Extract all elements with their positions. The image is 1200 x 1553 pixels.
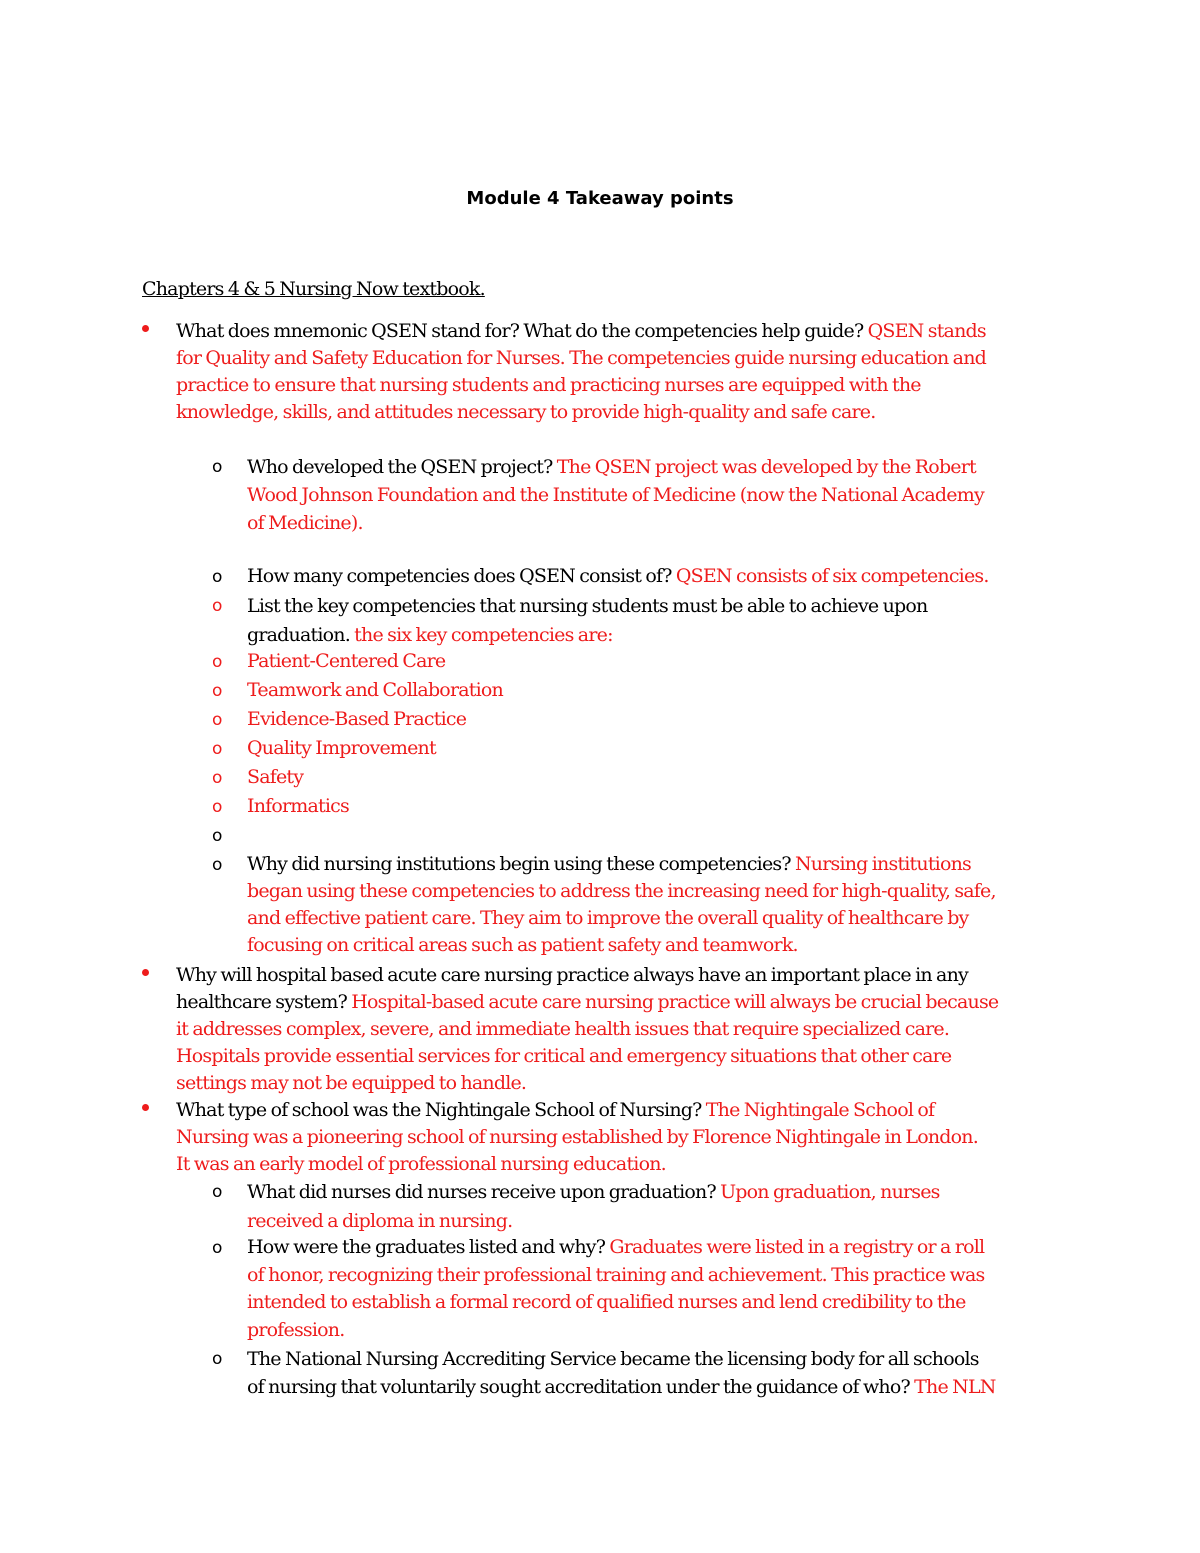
sub-bullet-icon: o <box>212 1182 223 1202</box>
sub-bullet-icon: o <box>212 681 223 701</box>
answer-text: settings may not be equipped to handle. <box>176 1072 527 1094</box>
answer-text: Graduates were listed in a registry or a roll <box>609 1236 985 1258</box>
answer-text: Hospital-based acute care nursing practice will always be crucial because <box>351 991 999 1013</box>
question-text: How many competencies does QSEN consist of? <box>247 565 676 587</box>
question-text: of nursing that voluntarily sought accreditation under the guidance of who? <box>247 1376 915 1398</box>
question-graduation <box>247 1178 940 1236</box>
answer-text: QSEN stands <box>867 320 986 342</box>
competency-item: Evidence-Based Practice <box>247 708 467 730</box>
question-qsen-meaning <box>176 318 986 426</box>
answer-text: the six key competencies are: <box>354 624 613 646</box>
question-text: graduation. <box>247 624 355 646</box>
answer-text: The NLN <box>914 1376 996 1398</box>
question-key-competencies <box>247 592 927 650</box>
competency-item: Informatics <box>247 795 349 817</box>
question-qsen-developer <box>247 453 984 537</box>
answer-text: and effective patient care. They aim to improve the overall quality of healthcare by <box>247 907 969 929</box>
answer-text: Wood Johnson Foundation and the Institute of Medicine (now the National Academy <box>247 484 984 506</box>
question-hospital-acute-care <box>176 962 998 1097</box>
sub-bullet-icon: o <box>212 768 223 788</box>
question-text: What does mnemonic QSEN stand for? What do the competencies help guide? <box>176 320 868 342</box>
sub-bullet-icon: o <box>212 710 223 730</box>
answer-text: The Nightingale School of <box>705 1099 935 1121</box>
answer-text: received a diploma in nursing. <box>247 1210 513 1232</box>
sub-bullet-icon: o <box>212 596 223 616</box>
answer-text: Nursing institutions <box>794 853 971 875</box>
answer-text: for Quality and Safety Education for Nurses. The competencies guide nursing education and <box>176 347 986 369</box>
sub-bullet-icon: o <box>212 567 223 587</box>
sub-bullet-icon: o <box>212 1349 223 1369</box>
answer-text: focusing on critical areas such as patient safety and teamwork. <box>247 934 798 956</box>
question-text: How were the graduates listed and why? <box>247 1236 610 1258</box>
question-nightingale-school <box>176 1097 978 1178</box>
answer-text: QSEN consists of six competencies. <box>675 565 989 587</box>
question-text: What type of school was the Nightingale School of Nursing? <box>176 1099 706 1121</box>
question-text: Who developed the QSEN project? <box>247 456 557 478</box>
answer-text: Nursing was a pioneering school of nursing established by Florence Nightingale in London. <box>176 1126 978 1148</box>
answer-text: Upon graduation, nurses <box>720 1181 940 1203</box>
question-text: Why did nursing institutions begin using these competencies? <box>247 853 795 875</box>
bullet-icon <box>142 969 149 976</box>
question-why-competencies <box>247 851 996 959</box>
answer-text: of Medicine). <box>247 512 363 534</box>
answer-text: The QSEN project was developed by the Robert <box>556 456 976 478</box>
answer-text: began using these competencies to address the increasing need for high-quality, safe, <box>247 880 996 902</box>
sub-bullet-icon: o <box>212 1238 223 1258</box>
sub-bullet-icon: o <box>212 652 223 672</box>
sub-bullet-icon: o <box>212 855 223 875</box>
answer-text: knowledge, skills, and attitudes necessary to provide high-quality and safe care. <box>176 401 876 423</box>
competency-item: Quality Improvement <box>247 737 436 759</box>
question-competency-count <box>247 563 989 590</box>
answer-text: Hospitals provide essential services for critical and emergency situations that other care <box>176 1045 952 1067</box>
sub-bullet-icon: o <box>212 797 223 817</box>
answer-text: practice to ensure that nursing students and practicing nurses are equipped with the <box>176 374 921 396</box>
page-title: Module 4 Takeaway points <box>466 188 734 209</box>
answer-text: It was an early model of professional nursing education. <box>176 1153 666 1175</box>
answer-text: of honor, recognizing their professional training and achievement. This practice was <box>247 1263 985 1286</box>
question-text: healthcare system? <box>176 991 352 1013</box>
question-text: List the key competencies that nursing students must be able to achieve upon <box>247 595 928 617</box>
bullet-icon <box>142 1104 149 1111</box>
sub-bullet-icon: o <box>212 826 223 846</box>
sub-bullet-icon: o <box>212 739 223 759</box>
question-text: The National Nursing Accrediting Service became the licensing body for all schools <box>247 1348 979 1370</box>
competency-item: Patient-Centered Care <box>247 650 446 672</box>
answer-text: intended to establish a formal record of qualified nurses and lend credibility to the <box>247 1291 966 1313</box>
question-graduates-listed <box>247 1234 984 1344</box>
answer-text: it addresses complex, severe, and immediate health issues that require specialized care. <box>176 1018 950 1040</box>
sub-bullet-icon: o <box>212 457 223 477</box>
competency-item: Teamwork and Collaboration <box>247 679 503 701</box>
question-text: What did nurses did nurses receive upon graduation? <box>247 1181 721 1203</box>
bullet-icon <box>142 325 149 332</box>
section-heading: Chapters 4 & 5 Nursing Now textbook. <box>142 278 485 300</box>
question-accrediting-service <box>247 1345 996 1401</box>
competency-item: Safety <box>247 766 304 788</box>
answer-text: profession. <box>247 1318 345 1341</box>
question-text: Why will hospital based acute care nursing practice always have an important place in any <box>176 964 968 986</box>
